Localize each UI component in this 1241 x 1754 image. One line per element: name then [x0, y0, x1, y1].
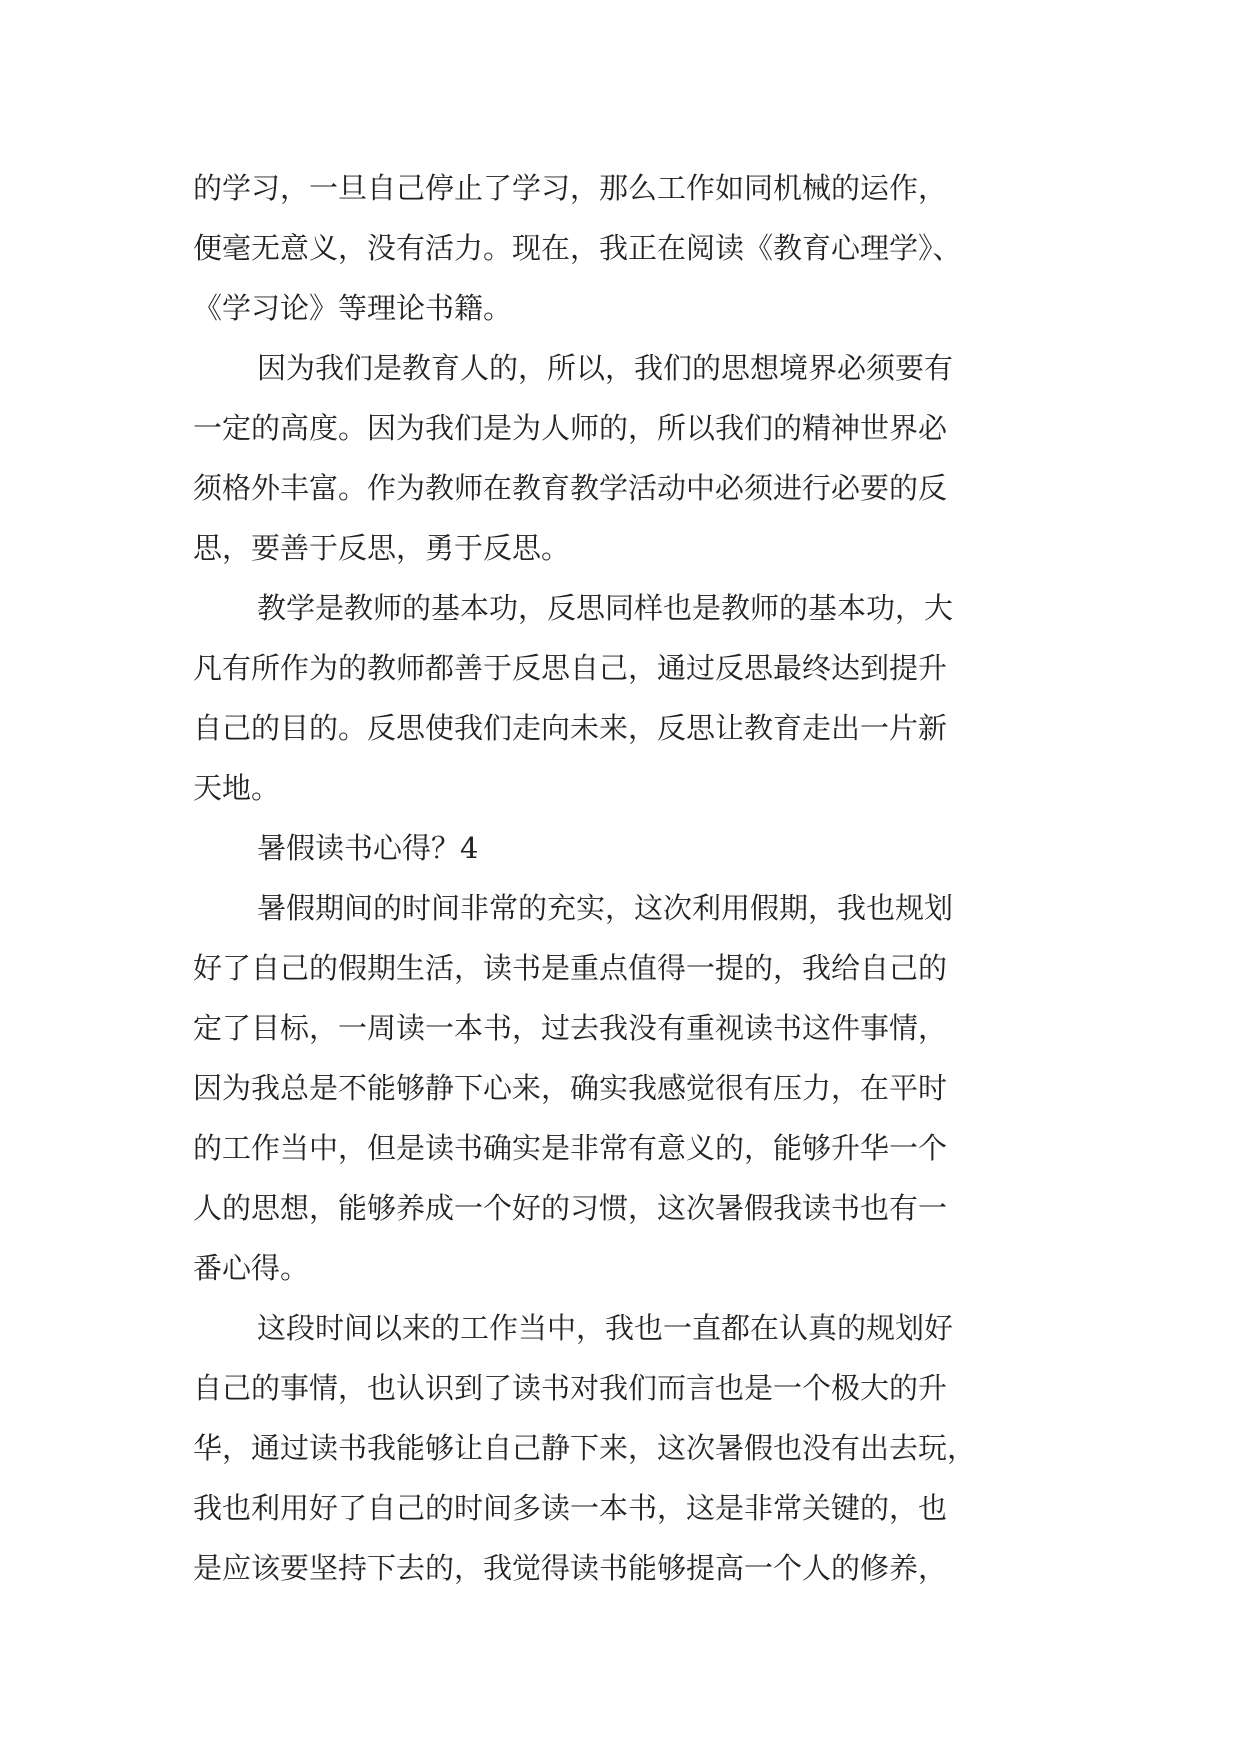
text-line: 须格外丰富。作为教师在教育教学活动中必须进行必要的反	[193, 471, 948, 505]
text-line: 我也利用好了自己的时间多读一本书，这是非常关键的，也	[193, 1491, 948, 1525]
text-line: 凡有所作为的教师都善于反思自己，通过反思最终达到提升	[193, 651, 948, 685]
paragraph-start-line: 这段时间以来的工作当中，我也一直都在认真的规划好	[257, 1311, 954, 1345]
text-line: 天地。	[193, 771, 281, 805]
text-line: 番心得。	[193, 1251, 310, 1285]
section-heading: 暑假读书心得？4	[257, 831, 479, 865]
text-line: 思，要善于反思，勇于反思。	[193, 531, 571, 565]
text-line: 因为我总是不能够静下心来，确实我感觉很有压力，在平时	[193, 1071, 948, 1105]
paragraph-start-line: 暑假期间的时间非常的充实，这次利用假期，我也规划	[257, 891, 954, 925]
text-line: 华，通过读书我能够让自己静下来，这次暑假也没有出去玩，	[193, 1431, 977, 1465]
paragraph-start-line: 教学是教师的基本功，反思同样也是教师的基本功，大	[257, 591, 954, 625]
text-line: 的工作当中，但是读书确实是非常有意义的，能够升华一个	[193, 1131, 948, 1165]
text-line: 自己的目的。反思使我们走向未来，反思让教育走出一片新	[193, 711, 948, 745]
text-line: 人的思想，能够养成一个好的习惯，这次暑假我读书也有一	[193, 1191, 948, 1225]
paragraph-start-line: 因为我们是教育人的，所以，我们的思想境界必须要有	[257, 351, 954, 385]
text-line: 的学习，一旦自己停止了学习，那么工作如同机械的运作，	[193, 171, 948, 205]
text-line: 《学习论》等理论书籍。	[193, 291, 513, 325]
text-line: 一定的高度。因为我们是为人师的，所以我们的精神世界必	[193, 411, 948, 445]
text-line: 是应该要坚持下去的，我觉得读书能够提高一个人的修养，	[193, 1551, 948, 1585]
text-line: 便毫无意义，没有活力。现在，我正在阅读《教育心理学》、	[193, 231, 962, 265]
text-line: 自己的事情，也认识到了读书对我们而言也是一个极大的升	[193, 1371, 948, 1405]
text-line: 定了目标，一周读一本书，过去我没有重视读书这件事情，	[193, 1011, 948, 1045]
text-line: 好了自己的假期生活，读书是重点值得一提的，我给自己的	[193, 951, 948, 985]
